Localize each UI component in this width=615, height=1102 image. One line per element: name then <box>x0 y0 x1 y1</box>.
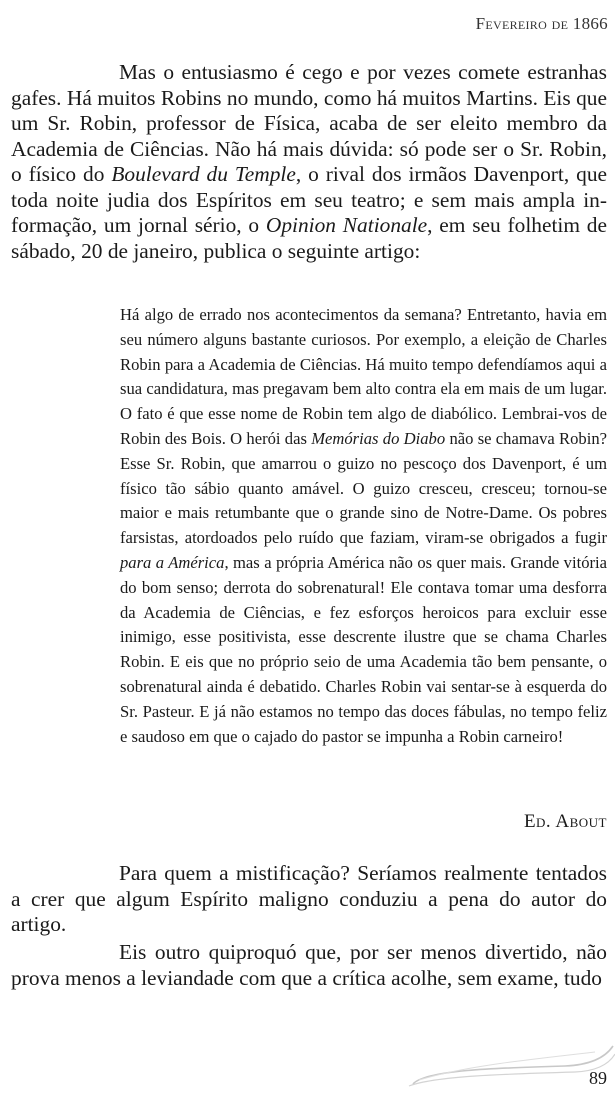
para1-italic-boulevard: Boulevard du Temple <box>111 162 296 186</box>
quote-italic-memorias: Memórias do Diabo <box>311 428 446 448</box>
opening-paragraph <box>11 60 607 264</box>
para1-text-2: , o rival dos irmãos Davenport, que toda noite judia dos Espíritos em seu teatro; e sem mais ampla informação, um jornal sério, o <box>11 162 608 237</box>
quiproquo-paragraph: Eis outro quiproquó que, por ser menos divertido, não prova menos a leviandade com que a crítica acolhe, sem exame, tudo <box>11 940 607 990</box>
para1-text-3: , em seu folhetim de sábado, 20 de janeiro, publica o seguinte artigo: <box>11 213 607 263</box>
quote-text-3: , mas a própria América não os quer mais. Grande vitória do bom senso; derrota do sobrenatural! Ele contava tomar uma desforra da Academia de Ciências, e fez esforços heroicos para excluir esse inimigo, esse positivista, esse descrente ilustre que se chama Charles Robin. E eis que no próprio seio de uma Academia tão bem pensante, o sobrenatural ainda é debatido. Charles Robin vai sentar-se à esquerda do Sr. Pasteur. E já não estamos no tempo das doces fábulas, no tempo feliz e saudoso em que o cajado do pastor se impunha a Robin carneiro! <box>120 552 608 746</box>
para1-text-1: Mas o entusiasmo é cego e por vezes comete estranhas gafes. Há muitos Robins no mundo, como há muitos Martins. Eis que um Sr. Robin, professor de Física, acaba de ser eleito membro da Academia de Ciências. Não há mais dúvida: só pode ser o Sr. Robin, o físico do <box>11 60 607 186</box>
quote-text-1: Há algo de errado nos acontecimentos da semana? Entretanto, havia em seu número alguns bastante curiosos. Por exemplo, a eleição de Charles Robin para a Academia de Ciências. Há muito tempo defendíamos aqui a sua candidatura, mas pregavam bem alto contra ela em mais de um lugar. O fato é que esse nome de Robin tem algo de diabólico. Lembrai-vos de Robin des Bois. O herói das <box>120 305 607 448</box>
quoted-article <box>120 303 607 749</box>
header-month: Fevereiro <box>475 14 548 33</box>
article-signature: Ed. About <box>523 811 607 832</box>
running-header <box>476 14 608 34</box>
para1-italic-opinion: Opinion Nationale <box>265 213 428 237</box>
mystification-paragraph: Para quem a mistificação? Seríamos realmente tentados a crer que algum Espírito maligno conduziu a pena do autor do artigo. <box>11 861 607 936</box>
quote-italic-america: para a América <box>120 552 225 572</box>
footer-swoosh-ornament <box>405 1040 615 1090</box>
page-number: 89 <box>589 1068 607 1088</box>
quiproquo-paragraph-block <box>11 940 607 991</box>
quote-text-2: não se chamava Robin? Esse Sr. Robin, que amarrou o guizo no pescoço dos Davenport, é um físico tão sábio quanto amável. O guizo cresceu, cresceu; tornou-se maior e mais retumbante que o grande sino de Notre-Dame. Os pobres farsistas, atordoados pelo ruído que faziam, viram-se obrigados a fugir <box>120 428 607 548</box>
header-year: de 1866 <box>551 14 608 33</box>
mystification-paragraph-block <box>11 861 607 938</box>
opening-paragraph-block <box>11 60 607 264</box>
